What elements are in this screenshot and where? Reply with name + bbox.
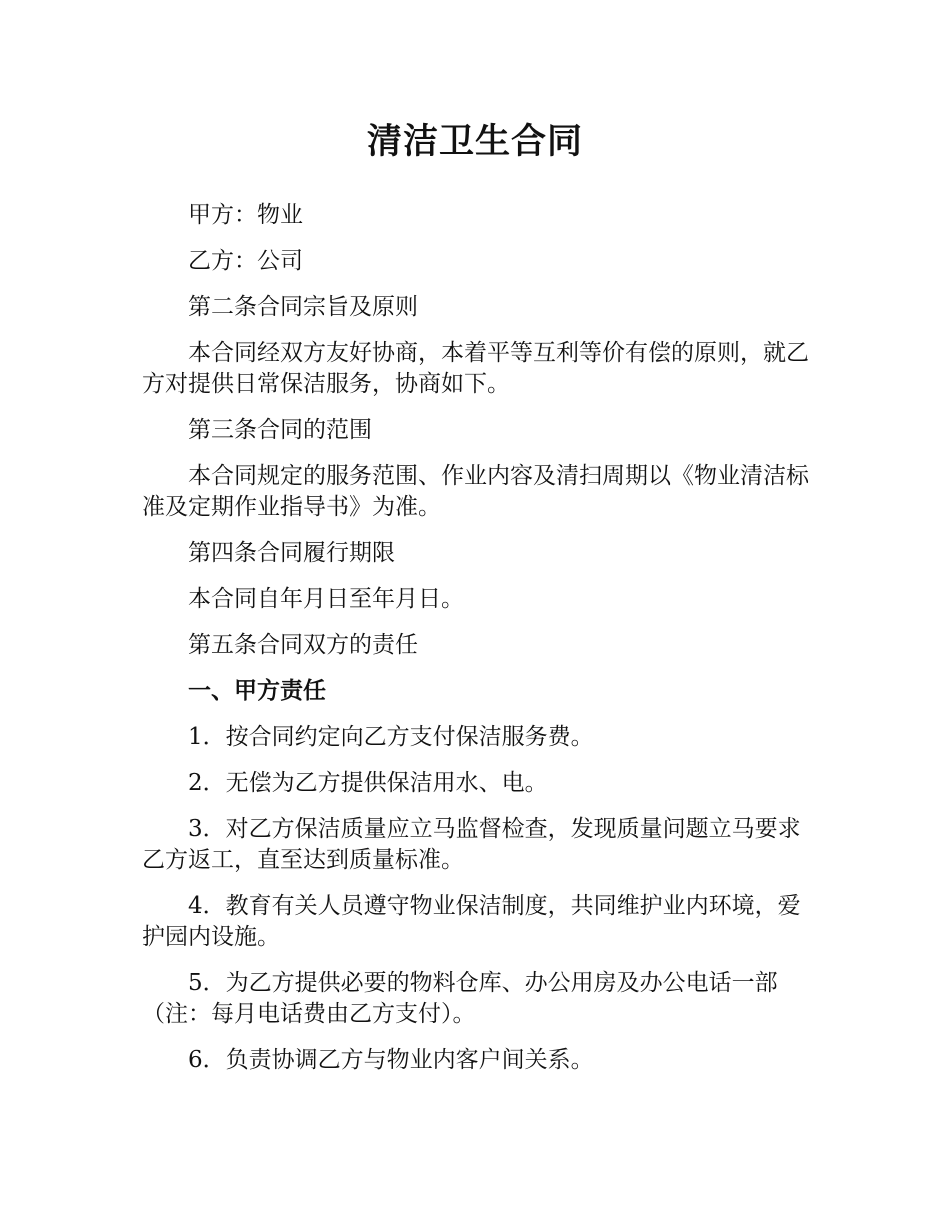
article-3-heading: 第三条合同的范围 (188, 417, 372, 443)
article-5-heading: 第五条合同双方的责任 (188, 632, 418, 658)
article-4-heading: 第四条合同履行期限 (188, 540, 395, 566)
party-a-duty-3: 3．对乙方保洁质量应立马监督检查，发现质量问题立马要求乙方返工，直至达到质量标准。 (142, 816, 801, 873)
article-2-text: 本合同经双方友好协商，本着平等互利等价有偿的原则，就乙方对提供日常保洁服务，协商如下。 (142, 340, 809, 397)
party-a-duty-6: 6．负责协调乙方与物业内客户间关系。 (188, 1047, 594, 1073)
article-3-text: 本合同规定的服务范围、作业内容及清扫周期以《物业清洁标准及定期作业指导书》为准。 (142, 463, 809, 520)
party-a-duty-5: 5．为乙方提供必要的物料仓库、办公用房及办公电话一部（注：每月电话费由乙方支付）。 (142, 970, 778, 1027)
article-2-heading: 第二条合同宗旨及原则 (188, 294, 418, 320)
party-a: 甲方：物业 (188, 202, 303, 228)
document-body (142, 200, 810, 1091)
party-b: 乙方：公司 (188, 248, 303, 274)
document-title: 清洁卫生合同 (366, 122, 583, 162)
party-a-duty-2: 2．无偿为乙方提供保洁用水、电。 (188, 770, 548, 796)
article-4-text: 本合同自年月日至年月日。 (188, 586, 464, 612)
party-a-duty-4: 4．教育有关人员遵守物业保洁制度，共同维护业内环境，爱护园内设施。 (142, 893, 801, 950)
party-a-duty-1: 1．按合同约定向乙方支付保洁服务费。 (188, 724, 594, 750)
party-a-duties-heading: 一、甲方责任 (188, 678, 326, 704)
